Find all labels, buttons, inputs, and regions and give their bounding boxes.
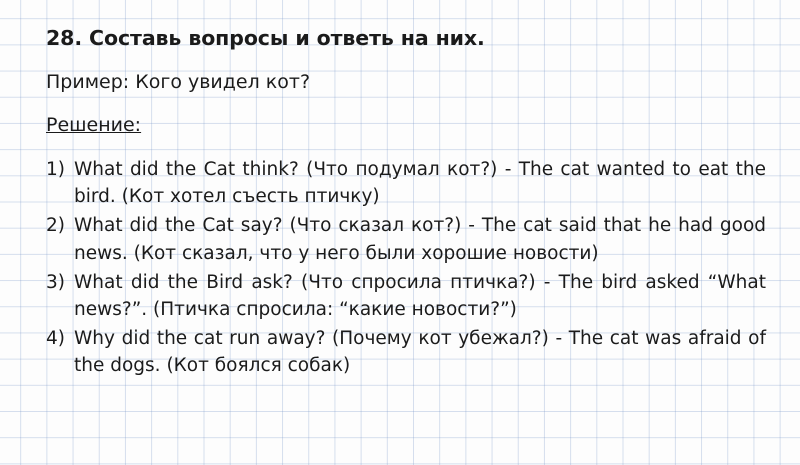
page-title: 28. Составь вопросы и ответь на них. (46, 26, 485, 50)
list-item-number: 3) (46, 271, 65, 293)
list-item-number: 1) (46, 159, 65, 181)
list-item-number: 4) (46, 328, 65, 350)
list-item (46, 269, 766, 323)
list-item-text: Why did the cat run away? (Почему кот убежал?) - The cat was afraid of the dogs. (Кот боялся собак) (74, 328, 766, 377)
solution-label: Решение: (46, 114, 142, 137)
list-item (46, 156, 766, 210)
list-item-text: What did the Cat think? (Что подумал кот?) - The cat wanted to eat the bird. (Кот хотел съесть птичку) (74, 159, 766, 208)
list-item-text: What did the Bird ask? (Что спросила птичка?) - The bird asked “What news?”. (Птичка спросила: “какие новости?”) (74, 271, 766, 321)
list-item-number: 2) (46, 215, 65, 237)
list-item (46, 212, 766, 266)
list-item-text: What did the Cat say? (Что сказал кот?) - The cat said that he had good news. (Кот сказал, что у него были хорошие новости) (74, 215, 766, 264)
example-question: Пример: Кого увидел кот? (46, 70, 311, 93)
list-item (46, 325, 766, 379)
answers-list (46, 156, 766, 380)
exercise-content (46, 26, 766, 382)
